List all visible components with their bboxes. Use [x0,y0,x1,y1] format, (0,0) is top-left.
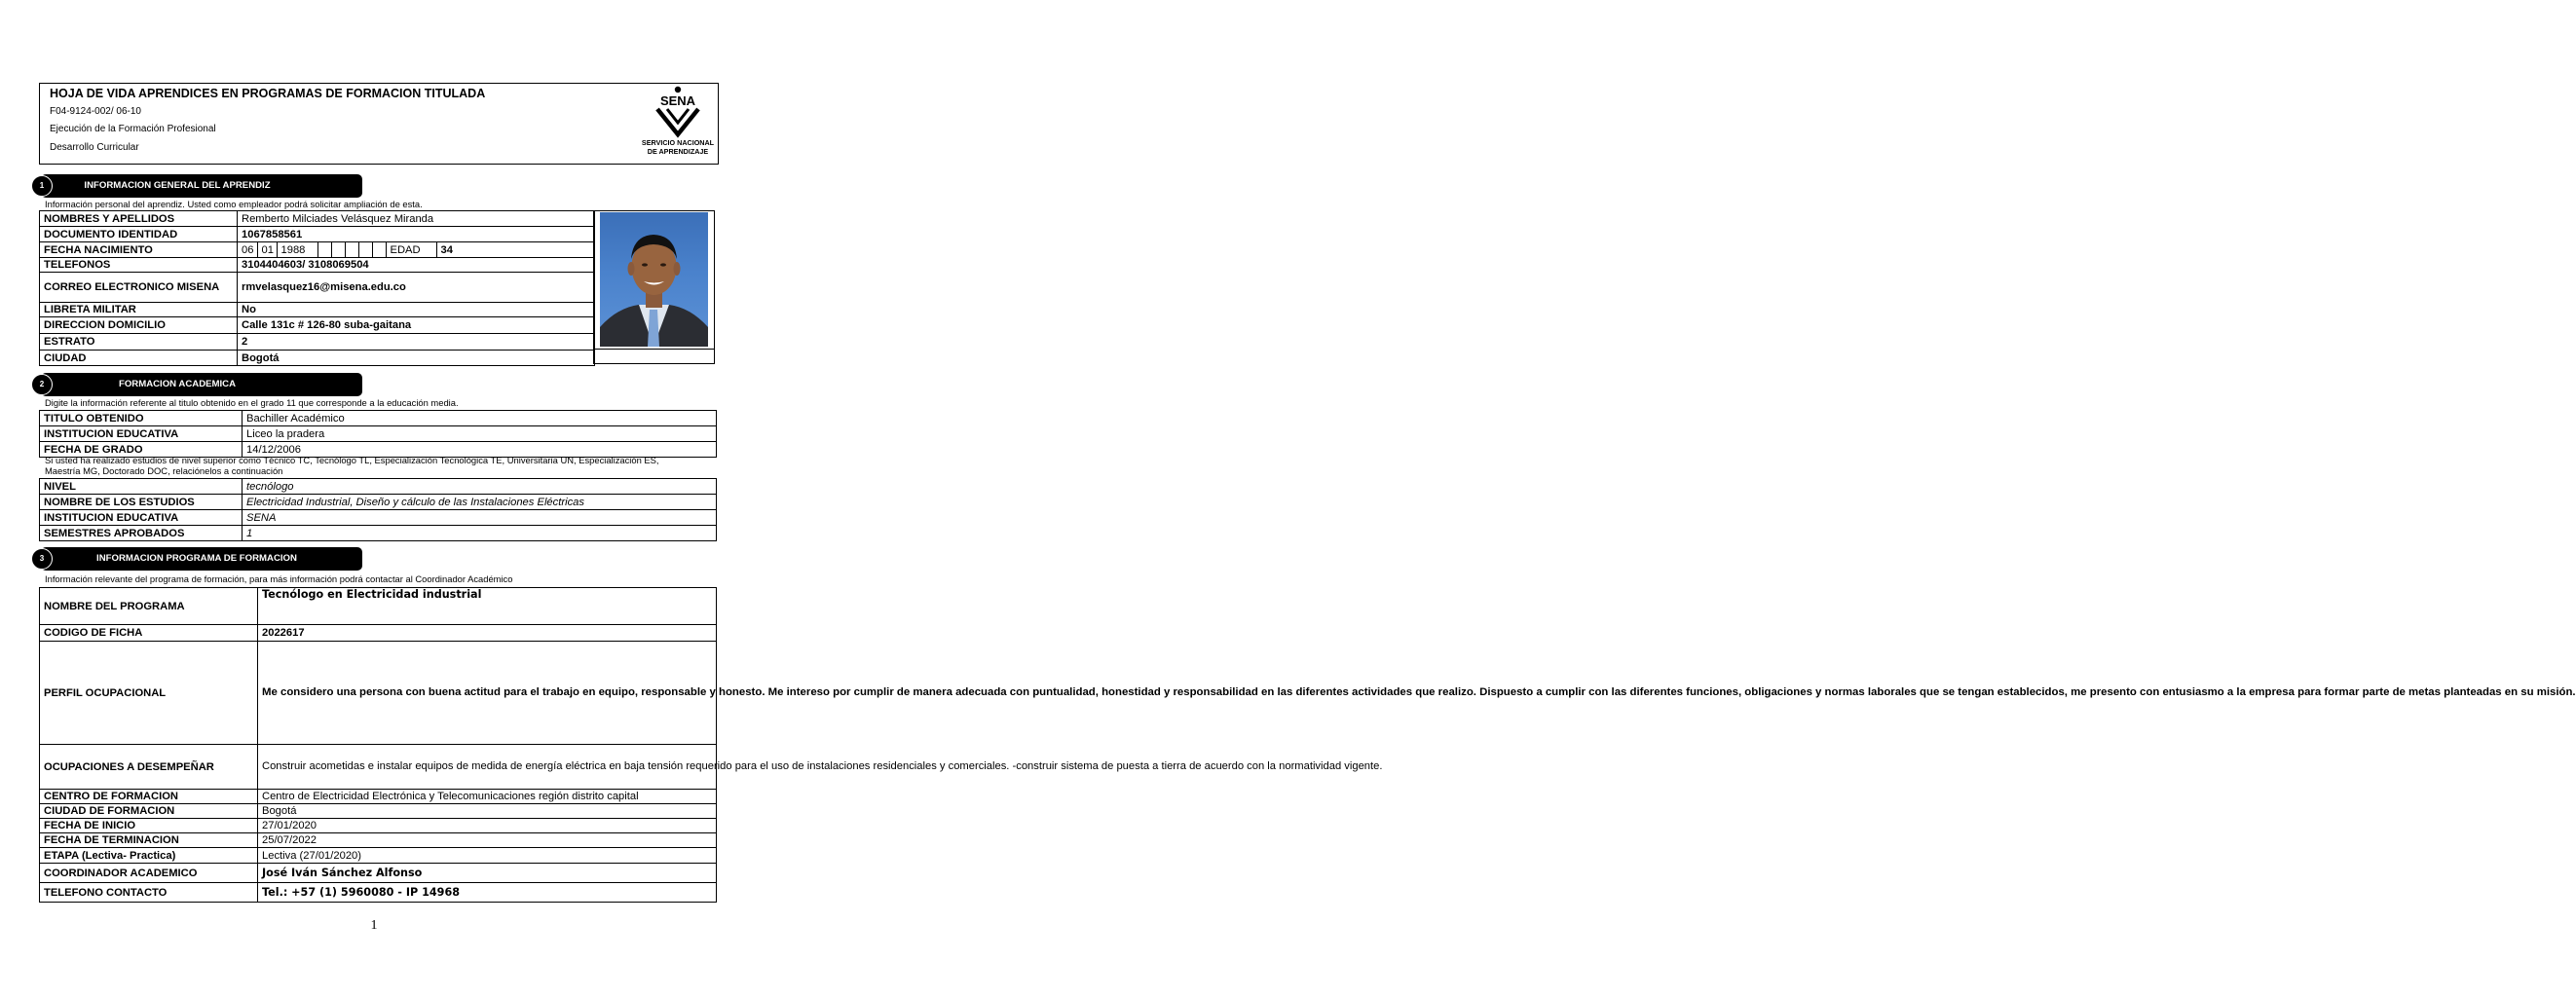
start-date-value: 27/01/2020 [258,819,717,833]
page-number: 1 [370,918,378,933]
section-2-note-2b: Maestría MG, Doctorado DOC, relaciónelos a continuación [45,465,283,476]
occupations-label: OCUPACIONES A DESEMPEÑAR [40,745,258,790]
table-row [40,411,717,426]
section-2-note-1: Digite la información referente al titulo obtenido en el grado 11 que corresponde a la educación media. [45,397,459,408]
personal-info-table [39,210,595,366]
table-row [40,864,717,883]
stage-label: ETAPA (Lectiva- Practica) [40,848,258,864]
program-value: Tecnólogo en Electricidad industrial [258,588,717,625]
document-value: 1067858561 [238,227,595,242]
stratum-label: ESTRATO [40,334,238,351]
contact-phone-value: Tel.: +57 (1) 5960080 - IP 14968 [258,883,717,903]
school-value: Liceo la pradera [243,426,717,442]
age-label: EDAD [386,242,436,257]
table-row [40,227,595,242]
level-label: NIVEL [40,479,243,495]
table-row [40,833,717,848]
high-school-table [39,410,717,458]
section-1-note: Información personal del aprendiz. Usted como empleador podrá solicitar ampliación de esta. [45,199,423,209]
email-label: CORREO ELECTRONICO MISENA [40,273,238,303]
section-3-header [31,547,362,571]
section-2-number: 2 [31,374,53,395]
birth-year: 1988 [277,242,317,257]
birth-day: 06 [238,242,257,257]
name-label: NOMBRES Y APELLIDOS [40,211,238,227]
profile-label: PERFIL OCUPACIONAL [40,642,258,745]
occupations-value: Construir acometidas e instalar equipos de medida de energía eléctrica en baja tensión requerido para el uso de instalaciones residenciales y comerciales. -construir sistema de puesta a tierra de acuerdo con la normatividad vigente. [258,745,717,790]
table-row [40,883,717,903]
coordinator-value: José Iván Sánchez Alfonso [258,864,717,883]
city-label: CIUDAD [40,351,238,366]
portrait-image [600,212,708,347]
sena-logo [636,84,720,166]
graduation-date-value: 14/12/2006 [243,442,717,458]
training-city-value: Bogotá [258,804,717,819]
stratum-value: 2 [238,334,595,351]
degree-label: TITULO OBTENIDO [40,411,243,426]
document-label: DOCUMENTO IDENTIDAD [40,227,238,242]
table-row [40,479,717,495]
institution-value: SENA [243,510,717,526]
studies-label: NOMBRE DE LOS ESTUDIOS [40,495,243,510]
institution-label: INSTITUCION EDUCATIVA [40,510,243,526]
ficha-value: 2022617 [258,625,717,642]
military-value: No [238,303,595,317]
table-row [40,495,717,510]
phones-label: TELEFONOS [40,258,238,273]
table-row [40,625,717,642]
studies-value: Electricidad Industrial, Diseño y cálculo de las Instalaciones Eléctricas [243,495,717,510]
logo-subtitle-2: DE APRENDIZAJE [647,147,709,156]
address-label: DIRECCION DOMICILIO [40,317,238,334]
section-1-title: INFORMACION GENERAL DEL APRENDIZ [84,180,271,191]
table-row [40,804,717,819]
table-row [40,351,595,366]
table-row [40,303,595,317]
section-2-note-2a: Si usted ha realizado estudios de nivel superior como Técnico TC, Tecnólogo TL, Especialización Tecnológica TE, Universitaria UN, Especialización ES, [45,455,659,465]
graduation-date-label: FECHA DE GRADO [40,442,243,458]
center-label: CENTRO DE FORMACION [40,790,258,804]
training-city-label: CIUDAD DE FORMACION [40,804,258,819]
phones-value: 3104404603/ 3108069504 [238,258,595,273]
ficha-label: CODIGO DE FICHA [40,625,258,642]
section-2-title: FORMACION ACADEMICA [118,379,237,389]
profile-value: Me considero una persona con buena actitud para el trabajo en equipo, responsable y honesto. Me intereso por cumplir de manera adecuada con puntualidad, honestidad y responsabilidad en las diferentes actividades que realizo. Dispuesto a cumplir con las diferentes funciones, obligaciones y normas laborales que se tengan establecidos, me presento con entusiasmo a la empresa para formar parte de metas planteadas en su misión. [258,642,717,745]
table-row [40,273,595,303]
table-row [40,588,717,625]
start-date-label: FECHA DE INICIO [40,819,258,833]
age-value: 34 [440,243,453,256]
program-label: NOMBRE DEL PROGRAMA [40,588,258,625]
name-value: Remberto Milciades Velásquez Miranda [238,211,595,227]
table-row [40,745,717,790]
logo-name: SENA [659,93,696,108]
table-row [40,242,595,258]
applicant-photo [593,209,715,350]
table-row [40,790,717,804]
degree-value: Bachiller Académico [243,411,717,426]
sena-logo-icon [636,84,720,142]
higher-education-table [39,478,717,541]
section-2-header [31,373,362,396]
semesters-value: 1 [243,526,717,541]
level-value: tecnólogo [243,479,717,495]
document-title: HOJA DE VIDA APRENDICES EN PROGRAMAS DE FORMACION TITULADA [50,87,486,100]
birth-month: 01 [257,242,277,257]
table-row [40,426,717,442]
table-row [40,211,595,227]
program-info-table [39,587,2576,903]
birthdate-cells [238,242,595,258]
semesters-label: SEMESTRES APROBADOS [40,526,243,541]
logo-subtitle-1: SERVICIO NACIONAL [641,138,715,147]
table-row [40,526,717,541]
city-value: Bogotá [238,351,595,366]
table-row [40,334,595,351]
address-value: Calle 131c # 126-80 suba-gaitana [238,317,595,334]
header-line-2: Desarrollo Curricular [50,142,139,153]
section-3-title: INFORMACION PROGRAMA DE FORMACION [96,553,297,564]
table-row [40,642,717,745]
military-label: LIBRETA MILITAR [40,303,238,317]
section-1-number: 1 [31,175,53,197]
birthdate-label: FECHA NACIMIENTO [40,242,238,258]
email-value: rmvelasquez16@misena.edu.co [238,273,595,303]
end-date-label: FECHA DE TERMINACION [40,833,258,848]
stage-value: Lectiva (27/01/2020) [258,848,717,864]
document-code: F04-9124-002/ 06-10 [50,106,141,117]
section-1-header [31,174,362,198]
table-row [40,317,595,334]
coordinator-label: COORDINADOR ACADEMICO [40,864,258,883]
center-value: Centro de Electricidad Electrónica y Telecomunicaciones región distrito capital [258,790,717,804]
document-header [39,83,719,165]
end-date-value: 25/07/2022 [258,833,717,848]
school-label: INSTITUCION EDUCATIVA [40,426,243,442]
section-3-note: Información relevante del programa de formación, para más información podrá contactar al Coordinador Académico [45,573,513,584]
contact-phone-label: TELEFONO CONTACTO [40,883,258,903]
header-line-1: Ejecución de la Formación Profesional [50,124,216,134]
table-row [40,258,595,273]
table-row [40,510,717,526]
table-row [40,848,717,864]
section-3-number: 3 [31,548,53,570]
table-row [40,819,717,833]
